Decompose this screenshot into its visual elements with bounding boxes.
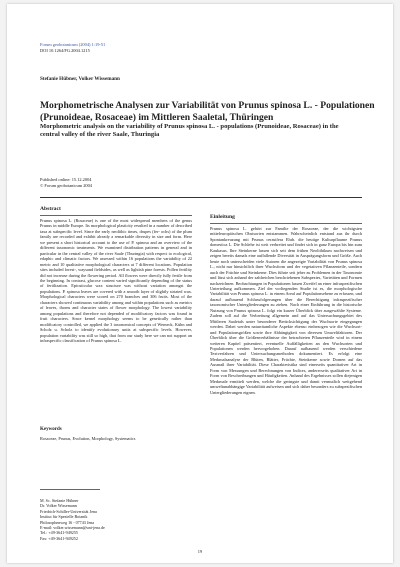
address-rule (40, 489, 100, 490)
address-line: Friedrich-Schiller-Universität Jena (40, 508, 97, 514)
introduction-text (210, 226, 362, 395)
page-number: 19 (197, 549, 203, 554)
abstract-heading: Abstract (40, 206, 61, 212)
keywords-text: Rosaceae, Prunus, Evolution, Morphology, Systematics (40, 436, 136, 441)
abstract-paragraph: Prunus spinosa L. (Rosaceae) is one of the most widespread members of the genus Prunus in middle Europe. Its morphological plasticity resulted in a number of described taxa at subspecific level. Since the early neolithic times, drupes (fer- ochs) of the plum family are recorded and exhibit already a remarkable diversity in size and form. Here we present a short historical account to the use of P. spinosa and an overview of the different taxonomic treatments. We examined distribution patterns in general and in particular in the central valley of the river Saale (Thuringia) with respect to ecological, edaphic and climatic factors. We assessed within 16 populations the variability of 22 metric and 10 qualitative morphological characters at 7 different locations. Population sites included forest-, waysand fieldsides, as well as lightish pine forests. Pollen fertility did not increase during the flowering period. All flowers were directly fully fertile from the beginning. In contrast, glucose content varied significantly depending of the status of fertilization. Epicuticular wax structure was without variation amongst the populations. P. spinosa leaves are covered with a smooth layer of slightly striated wax. Morphological characters were scored on 270 branches and 306 fruits. Most of the characters showed continuous variability among and within populations such as metrics of leaves, thorns and character states of flower morphology. The lowest variability among populations and therefore not depended of modificatory factors was found in fruit characters. Since kernel morphology seems to be genetically rather than modificatory controlled, we applied the 3 taxonomical concepts of Werneck, Kühn and Scholz u. Scholz to identify evolutionary units at subspecific levels. However, population variability was still so high, that from our study here we can not support an infraspecific classification of Prunus spinosa L. (40, 218, 192, 343)
introduction-heading: Einleitung (210, 214, 235, 220)
author-address (40, 498, 105, 541)
title-german-line-2: (Prunoideae, Rosaceae) im Mittleren Saaletal, Thüringen (40, 111, 274, 123)
doi: DOI 10.1264/FG.2004.1215 (40, 48, 90, 53)
journal-info (40, 42, 105, 54)
abstract-text (40, 218, 192, 343)
introduction-paragraph: Prunus spinosa L. gehört zur Familie der Rosaceae, der die wichtigsten mitteleuropäischen Obstsorten entstammen. Wahrscheinlich entstand aus ihr durch Spontankreuzung mit Prunus cerasifera Ehrh. die heutige Kulturpflaume Prunus domestica L. Die Schlehe ist weit verbreitet und findet sich in ganz Europa bis hin zum Kaukasus. Ihre Steinkerne lassen sich seit dem frühen Neolithikum nachweisen und zeigen bereits damals eine auffallende Diversität in Ausprägungsform und Größe. Auch heute noch unterscheiden viele Autoren die angezeigte Variabilität von Prunus spinosa L., nicht nur hinsichtlich ihrer Wuchsform und der vegetativen Pflanzenteile, sondern auch der Früchte und Steinkerne. Dies führte seit jeher zu Problemen in der Taxonomie und lässt sich anhand der zahlreichen beschriebenen Subspezies, Varietäten und Formen nachzeichnen. Beobachtungen in Populationen lassen Zweifel an einer infraspezifischen Unterteilung aufkommen. Ziel der vorliegenden Studie ist es, die morphologische Variabilität von Prunus spinosa L. in einem Areal auf Populationsebene zu erfassen, und darauf aufbauend Schlussfolgerungen über die Berechtigung infraspezifischer taxonomischer Untergliederungen zu ziehen. Nach einer Einführung in die historische Nutzung von Prunus spinosa L. folgt ein kurzer Überblick über ausgewählte Systeme. Zudem soll auf die Verbreitung allgemein und auf das Untersuchungsgebiet des Mittleren Saaletals unter besonderer Berücksichtigung der Wuchsorte eingegangen werden. Dabei werden naturräumliche Aspekte ebenso einbezogen wie die Wuchsort- und Populationsgrößen sowie ihre Abhängigkeit von diversen Umweltfaktoren. Der Überblick über die Größenverhältnisse der betrachteten Pflanzenteile wird in einem weiteren Kapitel präsentiert, eventuelle Auffälligkeiten an den Wuchsorten und Populationen werden hervorgehoben. Darauf aufbauend werden verschiedene Textverfahren und Untersuchungsmethoden dokumentiert. Es erfolgt eine Merkmalsanalyse der Blüten, Blätter, Früchte, Steinkerne sowie Dornen auf das Ausmaß ihrer Variabilität. Diese Charakteristika sind einerseits quantitativer Art in Form von Messungen und Berechnungen von Indices, andererseits qualitativer Art in Form von Beschreibungen und Häufigkeiten. Anhand des Ergebnisses sollen diejenigen Merkmale ermittelt werden, welche die geringste und damit vermutlich weitgehend umweltunabhängige Variabilität aufweisen und sich daher besonders zu subspezifischen Untergliederungen eignen. (210, 226, 362, 395)
journal-citation[interactable]: Forum geobotanicum (2004) 1:19-51 (40, 42, 106, 47)
address-line: Institut für Spezielle Botanik (40, 514, 88, 520)
phone: Tel.: +49-3641-949255 (40, 530, 78, 536)
address-line: M. Sc. Stefanie Hübner (40, 498, 79, 503)
copyright: © Forum geobotanicum 2004 (40, 183, 92, 188)
title-english-line-1: Morphometric analysis on the variability of Prunus spinosa L. - populations (Prunoideae, Rosaceae) in the (40, 123, 339, 130)
title-block (40, 100, 375, 139)
keywords-heading: Keywords (40, 427, 62, 432)
authors: Stefanie Hübner, Volker Wissemann (40, 76, 120, 82)
paper-page (7, 4, 393, 563)
introduction-rule (210, 223, 362, 224)
address-line: Dr. Volker Wissemann (40, 503, 77, 509)
published-date: Published online: 15.12.2004 (40, 177, 92, 182)
title-english-line-2: central valley of the river Saale, Thuringia (40, 131, 160, 138)
address-line: Philosophenweg 16 - 07743 Jena (40, 519, 95, 525)
abstract-rule (40, 215, 192, 216)
top-rule (40, 197, 362, 198)
title-german-line-1: Morphometrische Analysen zur Variabilität von Prunus spinosa L. - Populationen (40, 100, 375, 111)
publication-info (40, 177, 92, 189)
fax: Fax: +49-3641-949252 (40, 535, 78, 541)
email[interactable]: E-mail: volker.wissemann@uni-jena.de (40, 525, 105, 531)
